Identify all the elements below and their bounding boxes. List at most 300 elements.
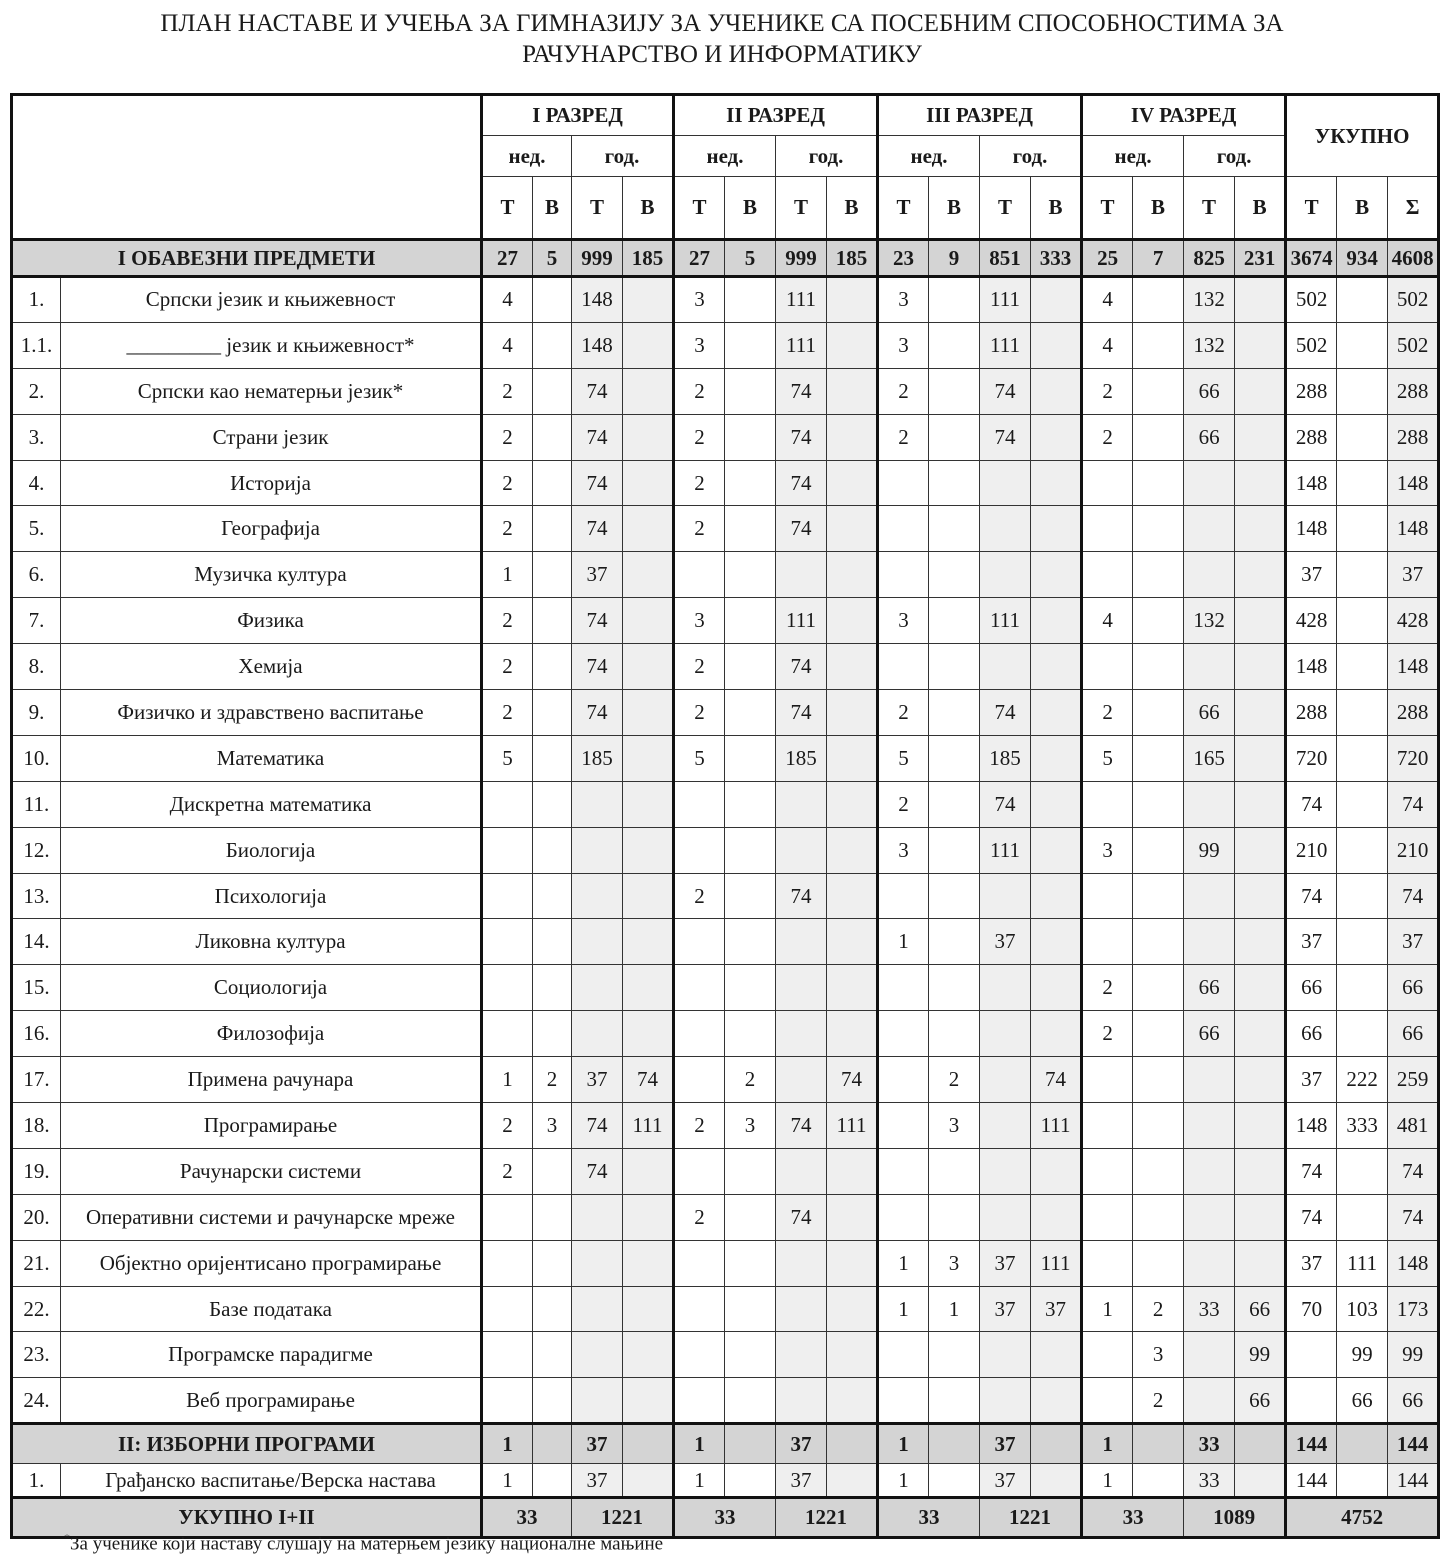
- value-cell: [1031, 552, 1082, 598]
- value-cell: 481: [1388, 1103, 1439, 1149]
- header-yearly: год.: [980, 136, 1082, 177]
- value-cell: [827, 1148, 878, 1194]
- value-cell: [776, 781, 827, 827]
- value-cell: [533, 873, 572, 919]
- subject-row: [12, 1194, 1439, 1240]
- grand-total-cell: 1221: [776, 1498, 878, 1538]
- value-cell: [1133, 1240, 1184, 1286]
- value-cell: 148: [1286, 644, 1337, 690]
- value-cell: [1031, 506, 1082, 552]
- value-cell: 37: [1286, 552, 1337, 598]
- value-cell: [827, 460, 878, 506]
- subject-number: 20.: [12, 1194, 61, 1240]
- value-cell: [980, 506, 1031, 552]
- value-cell: [1133, 552, 1184, 598]
- subject-number: 4.: [12, 460, 61, 506]
- value-cell: 74: [1286, 1148, 1337, 1194]
- value-cell: [725, 368, 776, 414]
- value-cell: 1: [674, 1464, 725, 1498]
- value-cell: 74: [572, 1103, 623, 1149]
- value-cell: [980, 965, 1031, 1011]
- value-cell: [1133, 277, 1184, 323]
- value-cell: [1184, 1240, 1235, 1286]
- value-cell: 66: [1235, 1286, 1286, 1332]
- value-cell: [827, 644, 878, 690]
- value-cell: [1337, 644, 1388, 690]
- value-cell: [1184, 1332, 1235, 1378]
- subject-name: Ликовна култура: [61, 919, 482, 965]
- value-cell: 3: [878, 827, 929, 873]
- header-t: Т: [572, 177, 623, 240]
- value-cell: [980, 460, 1031, 506]
- subject-row: [12, 506, 1439, 552]
- value-cell: [572, 1194, 623, 1240]
- value-cell: [623, 552, 674, 598]
- subject-row: [12, 1011, 1439, 1057]
- value-cell: 66: [1235, 1378, 1286, 1424]
- value-cell: [623, 1194, 674, 1240]
- subject-name: Музичка култура: [61, 552, 482, 598]
- section-total-cell: 1: [1082, 1424, 1133, 1464]
- value-cell: [572, 781, 623, 827]
- grand-total-cell: 1089: [1184, 1498, 1286, 1538]
- value-cell: 2: [482, 368, 533, 414]
- value-cell: [623, 598, 674, 644]
- header-v: В: [623, 177, 674, 240]
- value-cell: [1031, 1194, 1082, 1240]
- value-cell: [1235, 690, 1286, 736]
- value-cell: [482, 1378, 533, 1424]
- subject-number: 8.: [12, 644, 61, 690]
- value-cell: [1235, 965, 1286, 1011]
- value-cell: 2: [674, 1194, 725, 1240]
- value-cell: [1235, 322, 1286, 368]
- subject-name: Психологија: [61, 873, 482, 919]
- value-cell: [776, 919, 827, 965]
- value-cell: 2: [674, 414, 725, 460]
- value-cell: 66: [1388, 1378, 1439, 1424]
- header-t: Т: [1082, 177, 1133, 240]
- value-cell: 37: [980, 1240, 1031, 1286]
- subject-row: [12, 368, 1439, 414]
- value-cell: [1337, 735, 1388, 781]
- value-cell: [776, 1378, 827, 1424]
- value-cell: 37: [1286, 1240, 1337, 1286]
- value-cell: 165: [1184, 735, 1235, 781]
- value-cell: 2: [674, 460, 725, 506]
- value-cell: [1235, 873, 1286, 919]
- value-cell: [623, 644, 674, 690]
- value-cell: 4: [1082, 598, 1133, 644]
- subject-row: [12, 965, 1439, 1011]
- value-cell: [827, 965, 878, 1011]
- subject-name: Хемија: [61, 644, 482, 690]
- value-cell: 74: [1286, 781, 1337, 827]
- header-t: Т: [482, 177, 533, 240]
- value-cell: 2: [674, 873, 725, 919]
- value-cell: [1184, 460, 1235, 506]
- value-cell: [572, 1332, 623, 1378]
- value-cell: 2: [674, 506, 725, 552]
- section-total-cell: 37: [980, 1424, 1031, 1464]
- subject-name: Српски језик и књижевност: [61, 277, 482, 323]
- value-cell: [1082, 781, 1133, 827]
- value-cell: 132: [1184, 322, 1235, 368]
- value-cell: [725, 552, 776, 598]
- value-cell: 33: [1184, 1464, 1235, 1498]
- subject-number: 16.: [12, 1011, 61, 1057]
- grand-total-cell: 33: [878, 1498, 980, 1538]
- value-cell: [674, 827, 725, 873]
- value-cell: [1286, 1378, 1337, 1424]
- value-cell: [929, 598, 980, 644]
- value-cell: [878, 1011, 929, 1057]
- value-cell: [533, 460, 572, 506]
- value-cell: [776, 1332, 827, 1378]
- value-cell: [1082, 552, 1133, 598]
- value-cell: [725, 1194, 776, 1240]
- section-total-cell: [1133, 1424, 1184, 1464]
- value-cell: 3: [674, 598, 725, 644]
- value-cell: 74: [1388, 873, 1439, 919]
- subject-row: [12, 827, 1439, 873]
- value-cell: [827, 598, 878, 644]
- section-label: II: ИЗБОРНИ ПРОГРАМИ: [12, 1424, 482, 1464]
- value-cell: [572, 827, 623, 873]
- value-cell: 37: [980, 919, 1031, 965]
- header-v: В: [1133, 177, 1184, 240]
- value-cell: [980, 1103, 1031, 1149]
- value-cell: [929, 1332, 980, 1378]
- grand-total-cell: 1221: [572, 1498, 674, 1538]
- value-cell: 74: [1286, 1194, 1337, 1240]
- value-cell: 2: [482, 506, 533, 552]
- subject-row: [12, 735, 1439, 781]
- value-cell: 2: [533, 1057, 572, 1103]
- value-cell: [776, 827, 827, 873]
- value-cell: [1184, 1057, 1235, 1103]
- value-cell: 259: [1388, 1057, 1439, 1103]
- value-cell: [1031, 277, 1082, 323]
- subject-row: [12, 873, 1439, 919]
- grand-total-cell: 33: [674, 1498, 776, 1538]
- value-cell: [1133, 1194, 1184, 1240]
- value-cell: [878, 552, 929, 598]
- value-cell: 37: [776, 1464, 827, 1498]
- grand-total-label: УКУПНО I+II: [12, 1498, 482, 1538]
- section-total-cell: 144: [1286, 1424, 1337, 1464]
- value-cell: [878, 1148, 929, 1194]
- footnote: [64, 1531, 663, 1555]
- value-cell: 74: [572, 460, 623, 506]
- value-cell: 74: [1388, 781, 1439, 827]
- value-cell: [482, 873, 533, 919]
- value-cell: [1235, 1240, 1286, 1286]
- subject-number: 15.: [12, 965, 61, 1011]
- value-cell: 720: [1286, 735, 1337, 781]
- value-cell: [827, 1240, 878, 1286]
- value-cell: 111: [1031, 1103, 1082, 1149]
- value-cell: [533, 552, 572, 598]
- value-cell: [1031, 781, 1082, 827]
- value-cell: 74: [1388, 1194, 1439, 1240]
- value-cell: [623, 322, 674, 368]
- header-t: Т: [674, 177, 725, 240]
- value-cell: [1184, 781, 1235, 827]
- value-cell: [1031, 873, 1082, 919]
- value-cell: [533, 1286, 572, 1332]
- value-cell: [1337, 414, 1388, 460]
- value-cell: 66: [1184, 690, 1235, 736]
- value-cell: 37: [980, 1286, 1031, 1332]
- section-total-cell: 27: [674, 240, 725, 277]
- value-cell: 288: [1388, 368, 1439, 414]
- value-cell: [827, 1378, 878, 1424]
- value-cell: [1031, 1332, 1082, 1378]
- value-cell: [1031, 965, 1082, 1011]
- value-cell: 148: [1388, 506, 1439, 552]
- value-cell: 2: [1133, 1286, 1184, 1332]
- value-cell: [1133, 368, 1184, 414]
- value-cell: [674, 1332, 725, 1378]
- value-cell: 2: [482, 1103, 533, 1149]
- value-cell: 74: [980, 414, 1031, 460]
- subject-row: [12, 919, 1439, 965]
- section-total-cell: 999: [776, 240, 827, 277]
- value-cell: [929, 965, 980, 1011]
- value-cell: [533, 644, 572, 690]
- value-cell: 720: [1388, 735, 1439, 781]
- value-cell: 222: [1337, 1057, 1388, 1103]
- value-cell: 288: [1286, 690, 1337, 736]
- value-cell: 74: [572, 506, 623, 552]
- header-weekly: нед.: [674, 136, 776, 177]
- value-cell: 3: [878, 277, 929, 323]
- value-cell: [725, 919, 776, 965]
- value-cell: 99: [1337, 1332, 1388, 1378]
- header-grade-1: I РАЗРЕД: [482, 95, 674, 136]
- value-cell: 111: [980, 322, 1031, 368]
- subject-name: Биологија: [61, 827, 482, 873]
- section-label: I ОБАВЕЗНИ ПРЕДМЕТИ: [12, 240, 482, 277]
- value-cell: 111: [827, 1103, 878, 1149]
- value-cell: 2: [482, 460, 533, 506]
- value-cell: 132: [1184, 277, 1235, 323]
- value-cell: [1337, 552, 1388, 598]
- value-cell: [1133, 1148, 1184, 1194]
- value-cell: [1235, 414, 1286, 460]
- value-cell: [1133, 1464, 1184, 1498]
- subject-row: [12, 1378, 1439, 1424]
- value-cell: [878, 1378, 929, 1424]
- subject-name: Дискретна математика: [61, 781, 482, 827]
- value-cell: [1133, 460, 1184, 506]
- value-cell: 4: [1082, 322, 1133, 368]
- grand-total-cell: 33: [1082, 1498, 1184, 1538]
- value-cell: 37: [980, 1464, 1031, 1498]
- section-total-cell: [725, 1424, 776, 1464]
- value-cell: [1337, 919, 1388, 965]
- value-cell: [623, 690, 674, 736]
- value-cell: [1235, 460, 1286, 506]
- footnote-text: За ученике који наставу слушају на матерњем језику националне мањине: [70, 1533, 664, 1555]
- value-cell: [929, 644, 980, 690]
- value-cell: 3: [1082, 827, 1133, 873]
- value-cell: [533, 1011, 572, 1057]
- value-cell: [1337, 1148, 1388, 1194]
- value-cell: 3: [674, 277, 725, 323]
- value-cell: [776, 1148, 827, 1194]
- value-cell: [827, 919, 878, 965]
- value-cell: [1235, 827, 1286, 873]
- value-cell: 111: [980, 277, 1031, 323]
- value-cell: [827, 277, 878, 323]
- value-cell: 74: [776, 873, 827, 919]
- value-cell: [482, 827, 533, 873]
- value-cell: [827, 690, 878, 736]
- section-total-cell: 185: [623, 240, 674, 277]
- value-cell: [533, 1194, 572, 1240]
- value-cell: 2: [1082, 368, 1133, 414]
- value-cell: 288: [1388, 690, 1439, 736]
- value-cell: [1337, 827, 1388, 873]
- value-cell: [929, 552, 980, 598]
- value-cell: [623, 506, 674, 552]
- value-cell: [776, 552, 827, 598]
- value-cell: 2: [1133, 1378, 1184, 1424]
- value-cell: [1235, 598, 1286, 644]
- subject-name: Српски као нематерњи језик*: [61, 368, 482, 414]
- value-cell: [725, 506, 776, 552]
- value-cell: 111: [1337, 1240, 1388, 1286]
- subject-row: [12, 1240, 1439, 1286]
- section-total-cell: 3674: [1286, 240, 1337, 277]
- value-cell: 2: [1082, 1011, 1133, 1057]
- value-cell: [929, 368, 980, 414]
- value-cell: [533, 414, 572, 460]
- section-total-cell: 37: [776, 1424, 827, 1464]
- value-cell: 3: [929, 1103, 980, 1149]
- section-total-cell: [1337, 1424, 1388, 1464]
- value-cell: [827, 781, 878, 827]
- value-cell: [929, 1194, 980, 1240]
- subject-number: 3.: [12, 414, 61, 460]
- value-cell: 66: [1388, 965, 1439, 1011]
- value-cell: [533, 735, 572, 781]
- value-cell: 5: [1082, 735, 1133, 781]
- value-cell: [980, 1011, 1031, 1057]
- value-cell: [725, 1011, 776, 1057]
- value-cell: 74: [776, 690, 827, 736]
- value-cell: [533, 690, 572, 736]
- value-cell: 502: [1286, 322, 1337, 368]
- value-cell: [827, 1194, 878, 1240]
- value-cell: 66: [1286, 965, 1337, 1011]
- value-cell: [725, 322, 776, 368]
- value-cell: 2: [1082, 965, 1133, 1011]
- value-cell: 66: [1184, 1011, 1235, 1057]
- value-cell: [1337, 965, 1388, 1011]
- value-cell: [929, 735, 980, 781]
- value-cell: 1: [482, 1057, 533, 1103]
- value-cell: [725, 460, 776, 506]
- value-cell: 99: [1184, 827, 1235, 873]
- value-cell: 37: [1286, 1057, 1337, 1103]
- section-total-cell: 37: [572, 1424, 623, 1464]
- value-cell: [572, 1286, 623, 1332]
- value-cell: [1031, 919, 1082, 965]
- value-cell: [1031, 1378, 1082, 1424]
- subject-number: 1.: [12, 1464, 61, 1498]
- value-cell: [1133, 506, 1184, 552]
- subject-name: Историја: [61, 460, 482, 506]
- value-cell: 2: [482, 644, 533, 690]
- value-cell: 66: [1184, 414, 1235, 460]
- subject-number: 14.: [12, 919, 61, 965]
- value-cell: [725, 1240, 776, 1286]
- header-v: В: [1031, 177, 1082, 240]
- subject-row: [12, 1057, 1439, 1103]
- subject-row: [12, 598, 1439, 644]
- subject-number: 13.: [12, 873, 61, 919]
- value-cell: [533, 598, 572, 644]
- value-cell: [674, 552, 725, 598]
- subject-number: 12.: [12, 827, 61, 873]
- value-cell: 502: [1388, 277, 1439, 323]
- value-cell: 74: [980, 781, 1031, 827]
- value-cell: [533, 1240, 572, 1286]
- value-cell: [725, 1332, 776, 1378]
- value-cell: [1133, 1011, 1184, 1057]
- section-total-cell: [929, 1424, 980, 1464]
- value-cell: [533, 322, 572, 368]
- value-cell: 74: [980, 368, 1031, 414]
- value-cell: [776, 1011, 827, 1057]
- value-cell: 1: [878, 919, 929, 965]
- value-cell: 1: [878, 1464, 929, 1498]
- value-cell: [1133, 644, 1184, 690]
- value-cell: 2: [878, 690, 929, 736]
- value-cell: 111: [980, 598, 1031, 644]
- value-cell: [1082, 1240, 1133, 1286]
- subject-name: Географија: [61, 506, 482, 552]
- value-cell: [1031, 1011, 1082, 1057]
- value-cell: 66: [1286, 1011, 1337, 1057]
- subject-name: Физичко и здравствено васпитање: [61, 690, 482, 736]
- header-v: В: [929, 177, 980, 240]
- value-cell: [929, 781, 980, 827]
- subject-number: 10.: [12, 735, 61, 781]
- value-cell: [482, 1194, 533, 1240]
- value-cell: [827, 827, 878, 873]
- value-cell: [1031, 1464, 1082, 1498]
- header-weekly: нед.: [878, 136, 980, 177]
- value-cell: 33: [1184, 1286, 1235, 1332]
- value-cell: 428: [1388, 598, 1439, 644]
- header-grade-2: II РАЗРЕД: [674, 95, 878, 136]
- value-cell: 2: [878, 368, 929, 414]
- value-cell: [1031, 1148, 1082, 1194]
- value-cell: [1082, 919, 1133, 965]
- value-cell: [776, 1057, 827, 1103]
- value-cell: [674, 1378, 725, 1424]
- value-cell: [1031, 322, 1082, 368]
- value-cell: [929, 919, 980, 965]
- value-cell: [1031, 414, 1082, 460]
- value-cell: [623, 1011, 674, 1057]
- value-cell: 144: [1286, 1464, 1337, 1498]
- header-v: В: [1337, 177, 1388, 240]
